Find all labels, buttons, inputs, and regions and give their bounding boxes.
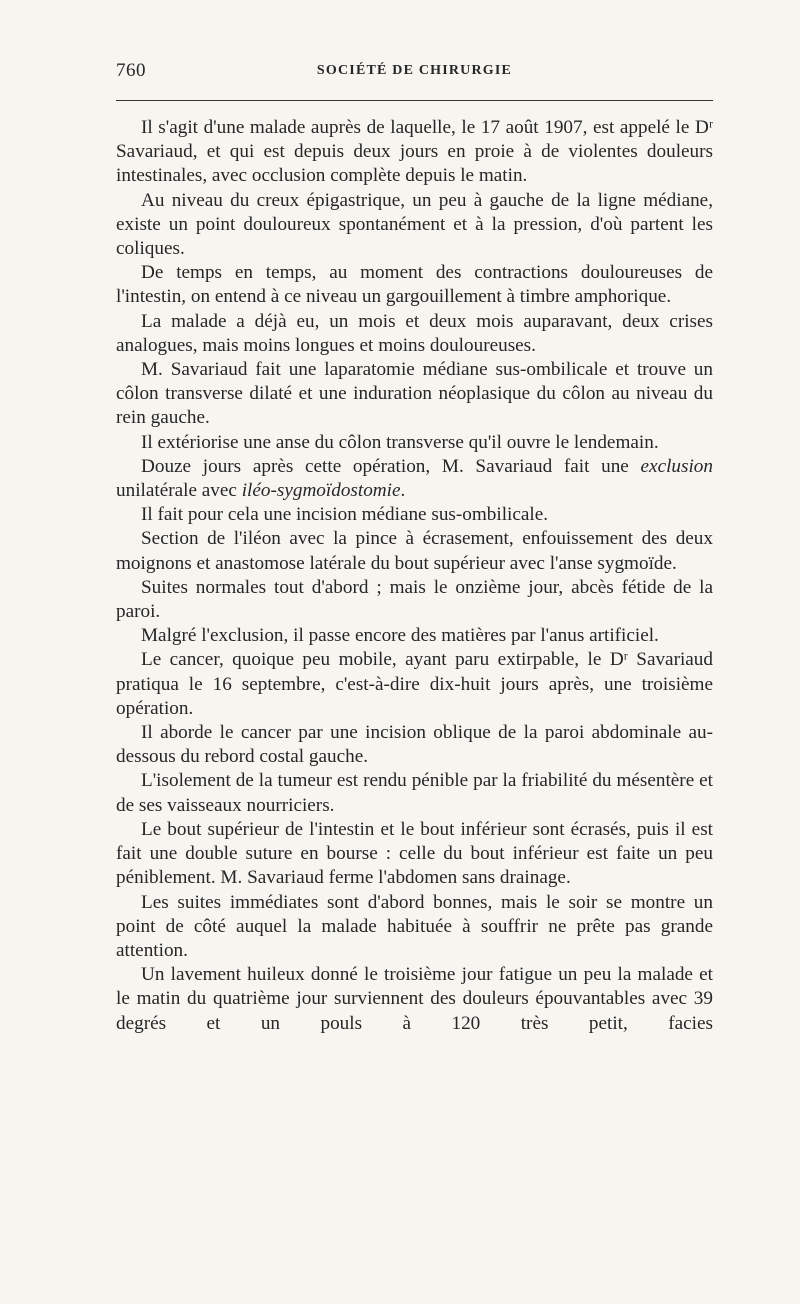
paragraph — [116, 310, 713, 358]
text-run: Douze jours après cette opération, M. Savariaud fait une — [141, 455, 641, 477]
text-run: . — [400, 480, 406, 502]
text-run: Le bout supérieur de l'intestin et le bout inférieur sont écrasés, puis il est fait une double suture en bourse : celle du bout inférieur est faite un peu péniblement. M. Savariaud ferme l'abdomen sans drainage. — [116, 818, 713, 889]
paragraph — [116, 721, 713, 769]
running-title: SOCIÉTÉ DE CHIRURGIE — [316, 63, 513, 78]
paragraph — [116, 527, 713, 575]
paragraph — [116, 431, 713, 455]
text-run: De temps en temps, au moment des contractions douloureuses de l'intestin, on entend à ce niveau un gargouillement à timbre amphorique. — [116, 262, 713, 308]
text-run: Au niveau du creux épigastrique, un peu à gauche de la ligne médiane, existe un point douloureux spontanément et à la pression, d'où partent les coliques. — [116, 189, 713, 260]
text-run: Il fait pour cela une incision médiane sus-ombilicale. — [141, 504, 549, 526]
text-run: Un lavement huileux donné le troisième jour fatigue un peu la malade et le matin du quatrième jour surviennent des douleurs épouvantables avec 39 degrés et un pouls à 120 très petit, facies — [116, 964, 713, 1034]
header-rule — [116, 100, 713, 101]
body-text — [116, 116, 713, 1036]
paragraph — [116, 455, 713, 503]
text-run: Il extériorise une anse du côlon transverse qu'il ouvre le lendemain. — [141, 431, 659, 453]
italic-text: iléo-sygmoïdostomie — [241, 480, 401, 502]
text-run: Les suites immédiates sont d'abord bonnes, mais le soir se montre un point de côté auquel la malade habituée à souffrir ne prête pas grande attention. — [116, 891, 713, 961]
text-run: Le cancer, quoique peu mobile, ayant paru extirpable, le Dʳ Savariaud pratiqua le 16 septembre, c'est-à-dire dix-huit jours après, une troisième opération. — [116, 649, 713, 719]
text-run: Il aborde le cancer par une incision oblique de la paroi abdominale au-dessous du rebord costal gauche. — [116, 722, 713, 768]
text-run: unilatérale avec — [116, 480, 242, 502]
text-run: Malgré l'exclusion, il passe encore des matières par l'anus artificiel. — [141, 625, 659, 647]
text-run: M. Savariaud fait une laparatomie médiane sus-ombilicale et trouve un côlon transverse dilaté et une induration néoplasique du côlon au niveau du rein gauche. — [116, 359, 713, 429]
text-run: Il s'agit d'une malade auprès de laquelle, le 17 août 1907, est appelé le Dʳ Savariaud, et qui est depuis deux jours en proie à de violentes douleurs intestinales, avec occlusion complète depuis le matin. — [116, 117, 713, 187]
paragraph — [116, 576, 713, 624]
text-run: Suites normales tout d'abord ; mais le onzième jour, abcès fétide de la paroi. — [116, 576, 713, 623]
paragraph — [116, 648, 713, 721]
text-run: La malade a déjà eu, un mois et deux mois auparavant, deux crises analogues, mais moins longues et moins douloureuses. — [116, 310, 713, 356]
paragraph — [116, 769, 713, 817]
paragraph — [116, 624, 713, 648]
paragraph — [116, 358, 713, 431]
italic-text: exclusion — [640, 455, 713, 477]
running-header — [116, 60, 713, 86]
paragraph — [116, 503, 713, 527]
paragraph — [116, 891, 713, 964]
paragraph — [116, 963, 713, 1036]
page-number: 760 — [116, 60, 146, 81]
text-run: Section de l'iléon avec la pince à écrasement, enfouissement des deux moignons et anastomose latérale du bout supérieur avec l'anse sygmoïde. — [116, 528, 713, 574]
text-run: L'isolement de la tumeur est rendu pénible par la friabilité du mésentère et de ses vaisseaux nourriciers. — [116, 770, 713, 816]
paragraph — [116, 189, 713, 262]
paragraph — [116, 818, 713, 891]
paragraph — [116, 116, 713, 189]
paragraph — [116, 261, 713, 309]
